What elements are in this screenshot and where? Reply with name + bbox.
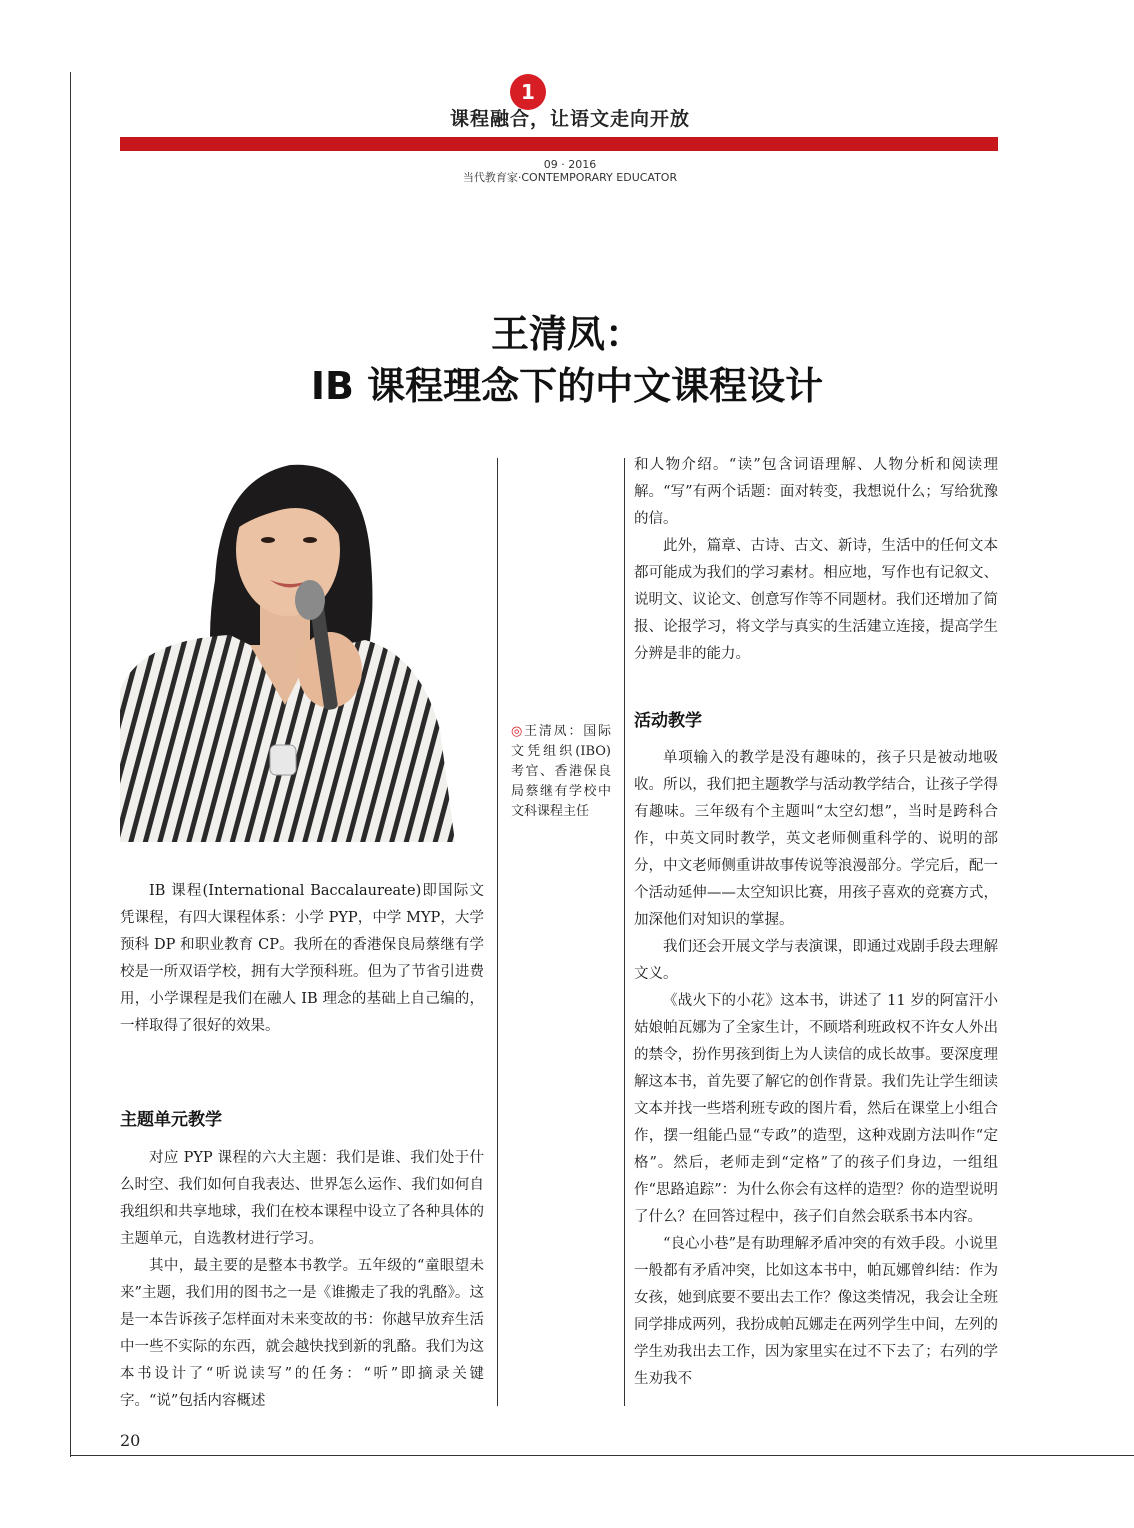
bottom-margin-rule xyxy=(70,1455,1134,1456)
paragraph: 其中，最主要的是整本书教学。五年级的“童眼望未来”主题，我们用的图书之一是《谁搬走了我的乳酪》。这是一本告诉孩子怎样面对未来变故的书：你越早放弃生活中一些不实际的东西，就会越快找到新的乳酪。我们为这本书设计了“听说读写”的任务：“听”即摘录关键字。“说”包括内容概述 xyxy=(120,1258,484,1409)
paragraph: 我们还会开展文学与表演课，即通过戏剧手段去理解文义。 xyxy=(634,939,998,982)
column-1-body xyxy=(120,1145,484,1415)
column-rule-right xyxy=(624,458,625,1406)
heading-theme-unit: 主题单元教学 xyxy=(120,1110,222,1130)
left-margin-rule xyxy=(70,72,71,1457)
section-number-badge: 1 xyxy=(510,74,546,110)
paragraph: 和人物介绍。“读”包含词语理解、人物分析和阅读理解。“写”有两个话题：面对转变，我想说什么；写给犹豫的信。 xyxy=(634,457,998,527)
title-line-2: IB 课程理念下的中文课程设计 xyxy=(310,364,824,408)
issue-date: 09 · 2016 xyxy=(543,158,597,171)
paragraph: 对应 PYP 课程的六大主题：我们是谁、我们处于什么时空、我们如何自我表达、世界怎么运作、我们如何自我组织和共享地球，我们在校本课程中设立了各种具体的主题单元，自选教材进行学习。 xyxy=(120,1150,484,1247)
column-1-intro xyxy=(120,878,484,1040)
section-title: 课程融合，让语文走向开放 xyxy=(449,108,690,130)
page-number: 20 xyxy=(120,1431,141,1450)
article-title xyxy=(200,308,934,412)
column-rule-left xyxy=(497,458,498,1406)
paragraph: “良心小巷”是有助理解矛盾冲突的有效手段。小说里一般都有矛盾冲突，比如这本书中，帕瓦娜曾纠结：作为女孩，她到底要不要出去工作？像这类情况，我会让全班同学排成两列，我扮成帕瓦娜走在两列学生中间，左列的学生劝我出去工作，因为家里实在过不下去了；右列的学生劝我不 xyxy=(634,1236,998,1387)
issue-info xyxy=(420,158,720,184)
column-3-top xyxy=(634,452,998,668)
title-line-1: 王清凤： xyxy=(490,312,643,356)
intro-paragraph: IB 课程(International Baccalaureate)即国际文凭课程，有四大课程体系：小学 PYP，中学 MYP，大学预科 DP 和职业教育 CP。我所在的香港保良局蔡继有学校是一所双语学校，拥有大学预科班。但为了节省引进费用，小学课程是我们在融人 IB 理念的基础上自己编的，一样取得了很好的效果。 xyxy=(120,883,484,1034)
portrait-photo xyxy=(120,440,465,842)
magazine-name: 当代教育家·CONTEMPORARY EDUCATOR xyxy=(462,171,678,184)
header-red-bar xyxy=(120,137,998,151)
author-caption xyxy=(511,722,611,822)
heading-activity-teaching: 活动教学 xyxy=(634,711,702,731)
caption-marker: ◎ xyxy=(511,724,525,739)
paragraph: 单项输入的教学是没有趣味的，孩子只是被动地吸收。所以，我们把主题教学与活动教学结合，让孩子学得有趣味。三年级有个主题叫“太空幻想”，当时是跨科合作，中英文同时教学，英文老师侧重科学的、说明的部分，中文老师侧重讲故事传说等浪漫部分。学完后，配一个活动延伸——太空知识比赛，用孩子喜欢的竞赛方式，加深他们对知识的掌握。 xyxy=(634,750,998,928)
column-3-body xyxy=(634,745,998,1393)
caption-text: 王清凤：国际文凭组织(IBO)考官、香港保良局蔡继有学校中文科课程主任 xyxy=(511,724,611,819)
paragraph: 此外，篇章、古诗、古文、新诗，生活中的任何文本都可能成为我们的学习素材。相应地，写作也有记叙文、说明文、议论文、创意写作等不同题材。我们还增加了简报、论报学习，将文学与真实的生活建立连接，提高学生分辨是非的能力。 xyxy=(634,538,998,662)
paragraph: 《战火下的小花》这本书，讲述了 11 岁的阿富汗小姑娘帕瓦娜为了全家生计，不顾塔利班政权不许女人外出的禁令，扮作男孩到街上为人读信的成长故事。要深度理解这本书，首先要了解它的创作背景。我们先让学生细读文本并找一些塔利班专政的图片看，然后在课堂上小组合作，摆一组能凸显“专政”的造型，这种戏剧方法叫作“定格”。然后，老师走到“定格”了的孩子们身边，一组组作“思路追踪”：为什么你会有这样的造型？你的造型说明了什么？在回答过程中，孩子们自然会联系书本内容。 xyxy=(634,993,998,1225)
